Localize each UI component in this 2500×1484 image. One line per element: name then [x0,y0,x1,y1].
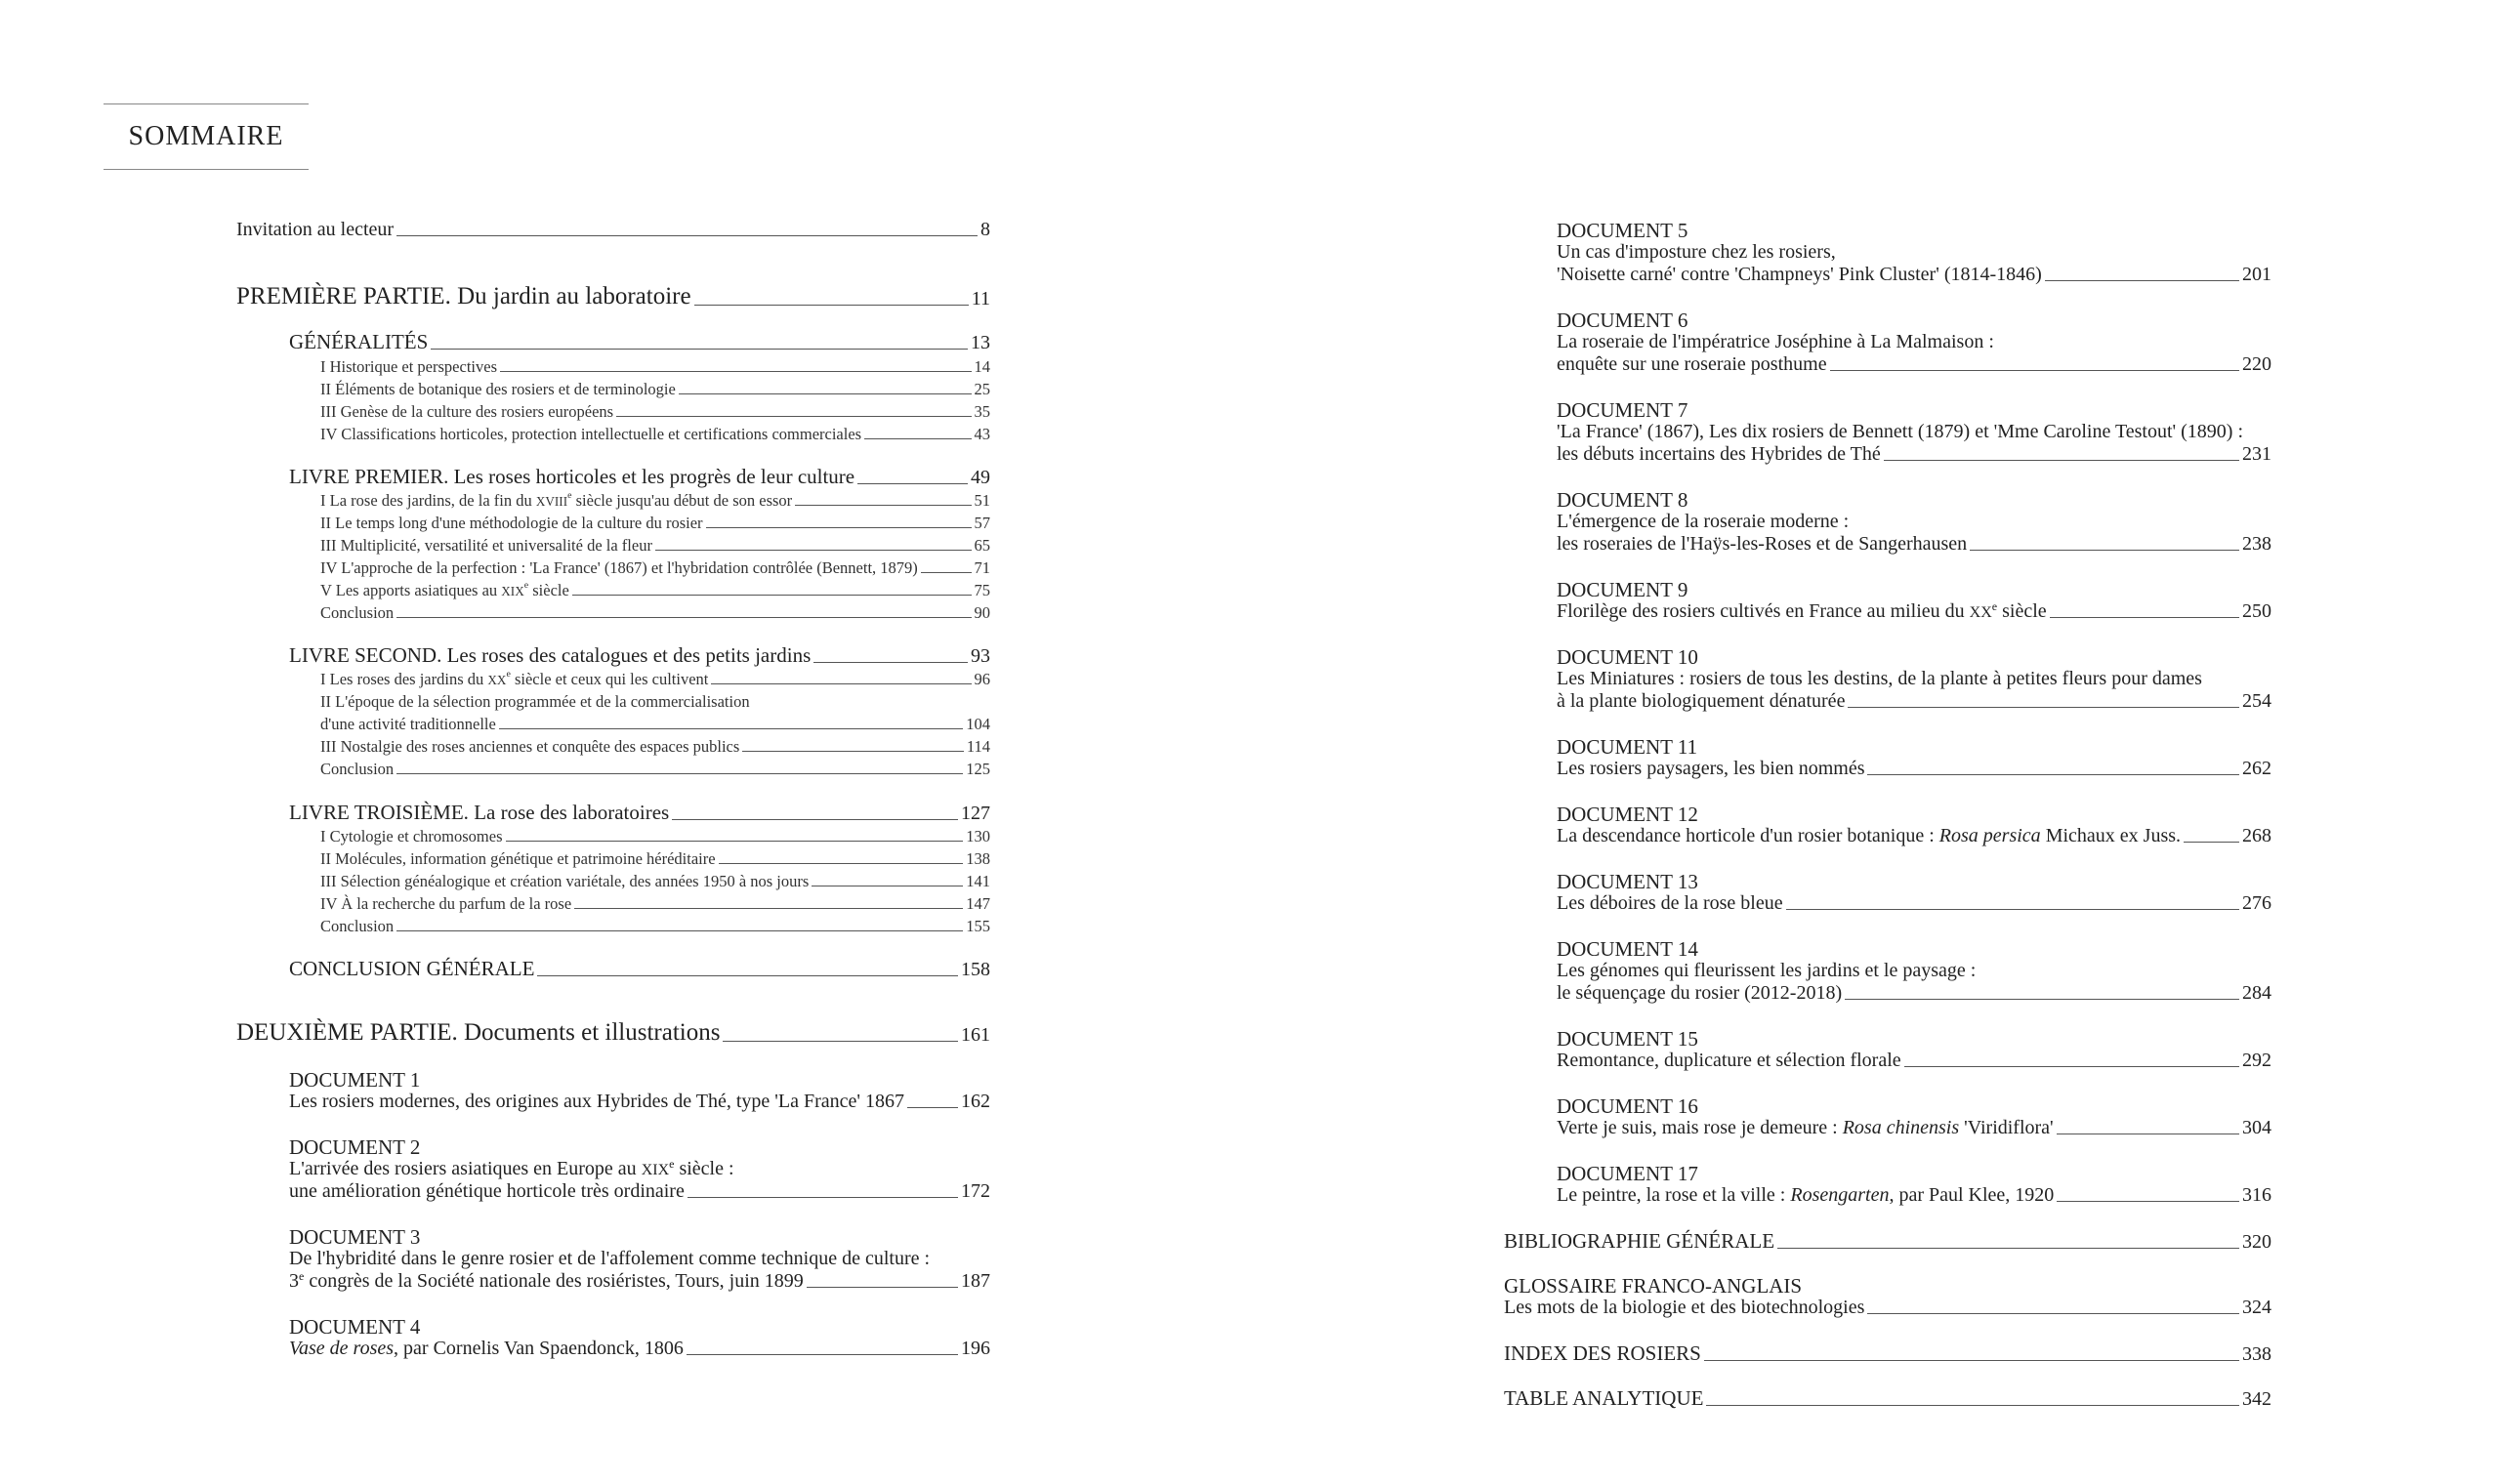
leader-line [537,975,958,976]
text-part: siècle : [674,1158,734,1179]
leader-line [572,595,972,596]
section-head: LIVRE TROISIÈME. [289,801,469,824]
document-heading[interactable]: DOCUMENT 6 [1557,309,1688,332]
document-heading[interactable]: DOCUMENT 1 [289,1068,421,1092]
toc-entry-glossaire[interactable] [1504,1297,2271,1319]
text-part: V Les apports asiatiques au [320,581,502,599]
entry-label [1557,1184,2054,1207]
italic-title: Rosengarten [1790,1184,1890,1206]
text-part: Le peintre, la rose et la ville : [1557,1184,1791,1206]
page-number: 13 [971,332,990,353]
entry-label [320,581,569,600]
superscript: e [567,490,572,501]
toc-entry-part1[interactable] [236,283,990,310]
leader-line [694,305,969,306]
toc-entry-livre3[interactable] [289,801,990,825]
entry-label: Les rosiers modernes, des origines aux Hybrides de Thé, type 'La France' 1867 [289,1091,904,1112]
leader-line [1867,774,2239,775]
toc-entry-part2[interactable] [236,1019,990,1047]
leader-line [2184,842,2239,843]
page-number: 187 [961,1270,990,1292]
leader-line [1867,1313,2239,1314]
entry-label: Invitation au lecteur [236,219,395,240]
part-head: PREMIÈRE PARTIE. [236,283,451,309]
toc-entry-doc7[interactable] [1557,443,2271,466]
entry-label: I Historique et perspectives [320,357,497,376]
entry-label: Les déboires de la rose bleue [1557,892,1783,914]
text-part: congrès de la Société nationale des rosiéristes, Tours, juin 1899 [304,1270,804,1292]
entry-label [320,491,792,511]
leader-line [616,416,971,417]
toc-entry-doc5[interactable] [1557,264,2271,286]
leader-line [431,349,968,350]
page-number: 25 [974,380,990,398]
document-title-line: De l'hybridité dans le genre rosier et de l'affolement comme technique de culture : [289,1248,931,1269]
document-heading[interactable]: DOCUMENT 5 [1557,219,1688,242]
page-number: 304 [2242,1117,2271,1138]
page-number: 284 [2242,982,2271,1004]
page-number: 231 [2242,443,2271,465]
leader-line [807,1287,958,1288]
leader-line [719,863,964,864]
toc-subentry[interactable] [320,536,990,556]
toc-subentry[interactable] [320,849,990,869]
page-number: 342 [2242,1388,2271,1410]
entry-label: II Molécules, information génétique et patrimoine héréditaire [320,849,716,868]
page-number: 93 [971,645,990,667]
toc-subentry[interactable] [320,760,990,779]
leader-line [688,1197,958,1198]
page-number: 172 [961,1180,990,1202]
entry-label: III Genèse de la culture des rosiers européens [320,402,614,421]
italic-title: Rosa chinensis [1842,1117,1960,1138]
document-heading[interactable]: DOCUMENT 12 [1557,803,1698,826]
century-numeral: XX [487,673,507,687]
text-part: siècle jusqu'au début de son essor [571,491,793,510]
leader-line [1970,550,2239,551]
toc-subentry[interactable] [320,491,990,511]
century-numeral: XIX [641,1162,670,1178]
entry-label: les roseraies de l'Haÿs-les-Roses et de Sangerhausen [1557,533,1968,555]
page-number: 114 [966,737,990,756]
toc-entry-table-analytique[interactable] [1504,1386,2271,1411]
document-heading[interactable]: DOCUMENT 10 [1557,645,1698,669]
page-number: 14 [974,357,990,376]
entry-label: III Sélection généalogique et création variétale, des années 1950 à nos jours [320,872,810,890]
superscript: e [669,1157,675,1171]
leader-line [1904,1066,2239,1067]
page-number: 155 [966,917,990,935]
text-part: Verte je suis, mais rose je demeure : [1557,1117,1843,1138]
page-number: 104 [966,715,990,733]
superscript: e [1991,599,1998,613]
toc-subentry[interactable] [320,558,990,578]
entry-label: enquête sur une roseraie posthume [1557,353,1827,375]
toc-entry-doc11[interactable] [1557,758,2271,780]
toc-subentry[interactable] [320,514,990,533]
leader-line [723,1041,958,1042]
leader-line [396,930,963,931]
document-heading[interactable]: DOCUMENT 13 [1557,870,1698,893]
page-number: 43 [974,425,990,443]
text-part: , par Paul Klee, 1920 [1889,1184,2055,1206]
entry-label: Conclusion [320,760,395,778]
page-number: 292 [2242,1050,2271,1071]
page-number: 141 [966,872,990,890]
document-heading[interactable]: DOCUMENT 9 [1557,578,1688,601]
toc-subentry[interactable] [320,581,990,600]
leader-line [396,235,978,236]
page-number: 57 [974,514,990,532]
page-number: 138 [966,849,990,868]
entry-label [1557,825,2181,847]
leader-line [864,438,971,439]
section-head: LIVRE SECOND. [289,643,442,667]
italic-title: Vase de roses [289,1338,395,1359]
section-title: Les roses des catalogues et des petits jardins [446,643,812,667]
entry-label [289,1338,684,1360]
text-part: 3 [289,1270,299,1292]
page-number: 276 [2242,892,2271,914]
page-number: 130 [966,827,990,845]
toc-entry-bibliographie[interactable] [1504,1229,2271,1254]
toc-subentry[interactable] [320,917,990,936]
century-numeral: XVIII [535,494,568,509]
toc-entry-doc17[interactable] [1557,1184,2271,1207]
entry-label [1557,600,2047,623]
page-number: 324 [2242,1297,2271,1318]
toc-entry-livre2[interactable] [289,643,990,668]
page-number: 196 [961,1338,990,1359]
toc-subentry[interactable] [320,357,990,377]
part-title: Documents et illustrations [463,1019,721,1046]
document-heading[interactable]: DOCUMENT 8 [1557,488,1688,512]
entry-label [289,1270,804,1293]
toc-entry-doc10[interactable] [1557,690,2271,713]
page-number: 158 [961,959,990,980]
document-heading[interactable]: DOCUMENT 14 [1557,937,1698,961]
page-number: 316 [2242,1184,2271,1206]
toc-entry-doc15[interactable] [1557,1050,2271,1072]
entry-label: IV L'approche de la perfection : 'La France' (1867) et l'hybridation contrôlée (Bennett, 1879) [320,558,918,577]
entry-label: 'Noisette carné' contre 'Champneys' Pink Cluster' (1814-1846) [1557,264,2042,285]
entry-label: une amélioration génétique horticole très ordinaire [289,1180,685,1202]
toc-subentry[interactable] [320,380,990,399]
text-part: Michaux ex Juss. [2040,825,2182,846]
leader-line [1884,460,2239,461]
entry-label [289,465,854,489]
toc-entry-doc12[interactable] [1557,825,2271,847]
page-number: 65 [974,536,990,555]
text-part: siècle et ceux qui les cultivent [510,670,709,688]
leader-line [1848,707,2239,708]
part-title: Du jardin au laboratoire [457,283,691,309]
entry-label: TABLE ANALYTIQUE [1504,1386,1704,1410]
text-part: I Les roses des jardins du [320,670,488,688]
entry-label: Remontance, duplicature et sélection florale [1557,1050,1901,1071]
leader-line [672,819,958,820]
toc-entry-generalites[interactable] [289,330,990,354]
entry-label: II Le temps long d'une méthodologie de la culture du rosier [320,514,703,532]
toc-entry-livre1[interactable] [289,465,990,489]
page-number: 35 [974,402,990,421]
toc-subentry[interactable] [320,402,990,422]
leader-line [1777,1248,2239,1249]
century-numeral: XIX [501,584,524,598]
text-part: La descendance horticole d'un rosier botanique : [1557,825,1939,846]
text-part: I La rose des jardins, de la fin du [320,491,536,510]
entry-label: CONCLUSION GÉNÉRALE [289,957,535,980]
toc-subentry[interactable] [320,425,990,444]
page-number: 51 [974,491,990,510]
page-number: 201 [2242,264,2271,285]
toc-entry-doc9[interactable] [1557,600,2271,623]
page-number: 125 [966,760,990,778]
toc-entry-conclusion[interactable] [289,957,990,981]
page-number: 162 [961,1091,990,1112]
text-part: 'Viridiflora' [1959,1117,2054,1138]
superscript: e [299,1269,305,1283]
document-title-line: Les génomes qui fleurissent les jardins et le paysage : [1557,960,1977,981]
toc-entry-index[interactable] [1504,1341,2271,1366]
entry-label: IV Classifications horticoles, protection intellectuelle et certifications commerciales [320,425,862,443]
page-number: 161 [961,1024,990,1046]
entry-label [289,801,669,825]
leader-line [574,908,963,909]
entry-label [236,1019,720,1047]
page-number: 320 [2242,1231,2271,1253]
document-title-line: L'émergence de la roseraie moderne : [1557,511,1850,532]
document-heading[interactable]: DOCUMENT 4 [289,1315,421,1339]
document-heading[interactable]: DOCUMENT 2 [289,1135,421,1159]
page-title [104,103,309,170]
toc-subentry[interactable] [320,737,990,757]
toc-subentry-line[interactable]: II L'époque de la sélection programmée et de la commercialisation [320,692,750,711]
entry-label [320,670,708,689]
document-title-line: La roseraie de l'impératrice Joséphine à La Malmaison : [1557,331,1994,352]
section-title: La rose des laboratoires [474,801,670,824]
page-number: 96 [974,670,990,688]
century-numeral: XX [1969,604,1992,621]
page-number: 268 [2242,825,2271,846]
entry-label: Les mots de la biologie et des biotechnologies [1504,1297,1865,1318]
entry-label: IV À la recherche du parfum de la rose [320,894,572,913]
leader-line [921,572,972,573]
entry-label: le séquençage du rosier (2012-2018) [1557,982,1843,1004]
leader-line [1786,909,2239,910]
section-head: LIVRE PREMIER. [289,465,449,488]
entry-label: Conclusion [320,603,395,622]
toc-subentry[interactable] [320,670,990,689]
page-number: 71 [974,558,990,577]
leader-line [687,1354,958,1355]
entry-label: INDEX DES ROSIERS [1504,1341,1701,1365]
toc-entry-doc14[interactable] [1557,982,2271,1005]
glossary-heading[interactable]: GLOSSAIRE FRANCO-ANGLAIS [1504,1274,1803,1298]
leader-line [857,483,968,484]
toc-entry-doc3[interactable] [289,1270,990,1293]
entry-label: III Nostalgie des roses anciennes et conquête des espaces publics [320,737,740,756]
leader-line [1845,999,2239,1000]
page-number: 147 [966,894,990,913]
page-number: 220 [2242,353,2271,375]
leader-line [2057,1201,2239,1202]
toc-entry-doc2[interactable] [289,1180,990,1203]
toc-entry-doc1[interactable] [289,1091,990,1113]
leader-line [1706,1405,2239,1406]
entry-label [236,283,691,310]
leader-line [396,773,963,774]
leader-line [655,550,972,551]
entry-label: II Éléments de botanique des rosiers et de terminologie [320,380,676,398]
leader-line [500,371,972,372]
leader-line [679,393,972,394]
superscript: e [523,580,529,591]
page-number: 75 [974,581,990,599]
document-heading[interactable]: DOCUMENT 17 [1557,1162,1698,1185]
entry-label: BIBLIOGRAPHIE GÉNÉRALE [1504,1229,1775,1253]
page-number: 238 [2242,533,2271,555]
leader-line [1830,370,2239,371]
leader-line [706,527,972,528]
toc-entry-invitation[interactable] [236,219,990,241]
toc-subentry[interactable] [320,827,990,846]
document-heading[interactable]: DOCUMENT 11 [1557,735,1698,759]
toc-subentry[interactable] [320,715,990,734]
page-number: 90 [974,603,990,622]
page-number: 11 [971,288,990,309]
page-title-text: SOMMAIRE [128,121,284,151]
document-title-line: Un cas d'imposture chez les rosiers, [1557,241,1836,263]
leader-line [795,505,971,506]
toc-entry-doc6[interactable] [1557,353,2271,376]
document-heading[interactable]: DOCUMENT 7 [1557,398,1688,422]
toc-subentry[interactable] [320,894,990,914]
leader-line [742,751,964,752]
entry-label: à la plante biologiquement dénaturée [1557,690,1846,712]
entry-label [1557,1117,2054,1139]
page-number: 49 [971,467,990,488]
entry-label: les débuts incertains des Hybrides de Thé [1557,443,1881,465]
document-heading[interactable]: DOCUMENT 3 [289,1225,421,1249]
toc-entry-doc4[interactable] [289,1338,990,1360]
superscript: e [506,669,511,680]
page-number: 254 [2242,690,2271,712]
leader-line [711,683,971,684]
entry-label: d'une activité traditionnelle [320,715,496,733]
document-heading[interactable]: DOCUMENT 15 [1557,1027,1698,1051]
toc-entry-doc13[interactable] [1557,892,2271,915]
toc-entry-doc16[interactable] [1557,1117,2271,1139]
text-part: siècle [528,581,569,599]
document-title-line: Les Miniatures : rosiers de tous les destins, de la plante à petites fleurs pour dames [1557,668,2202,689]
text-part: siècle [1997,600,2047,622]
text-part: L'arrivée des rosiers asiatiques en Europe au [289,1158,642,1179]
leader-line [2045,280,2239,281]
italic-title: Rosa persica [1938,825,2041,846]
text-part: , par Cornelis Van Spaendonck, 1806 [394,1338,684,1359]
section-title: Les roses horticoles et les progrès de leur culture [453,465,855,488]
page-number: 127 [961,803,990,824]
document-title-line: 'La France' (1867), Les dix rosiers de Bennett (1879) et 'Mme Caroline Testout' (1890) : [1557,421,2244,442]
page-number: 262 [2242,758,2271,779]
leader-line [396,617,971,618]
leader-line [813,662,968,663]
page-number: 8 [980,219,990,240]
leader-line [499,728,963,729]
leader-line [1704,1360,2239,1361]
toc-entry-doc8[interactable] [1557,533,2271,556]
document-title-line [289,1158,734,1180]
toc-subentry[interactable] [320,603,990,623]
leader-line [907,1107,958,1108]
leader-line [2050,617,2239,618]
entry-label [289,643,811,668]
entry-label: Les rosiers paysagers, les bien nommés [1557,758,1865,779]
entry-label: Conclusion [320,917,395,935]
entry-label: III Multiplicité, versatilité et universalité de la fleur [320,536,652,555]
entry-label: GÉNÉRALITÉS [289,330,429,353]
entry-label: I Cytologie et chromosomes [320,827,503,845]
page-number: 250 [2242,600,2271,622]
leader-line [506,841,964,842]
document-heading[interactable]: DOCUMENT 16 [1557,1094,1698,1118]
page-number: 338 [2242,1343,2271,1365]
text-part: Florilège des rosiers cultivés en France au milieu du [1557,600,1970,622]
part-head: DEUXIÈME PARTIE. [236,1019,458,1046]
toc-subentry[interactable] [320,872,990,891]
